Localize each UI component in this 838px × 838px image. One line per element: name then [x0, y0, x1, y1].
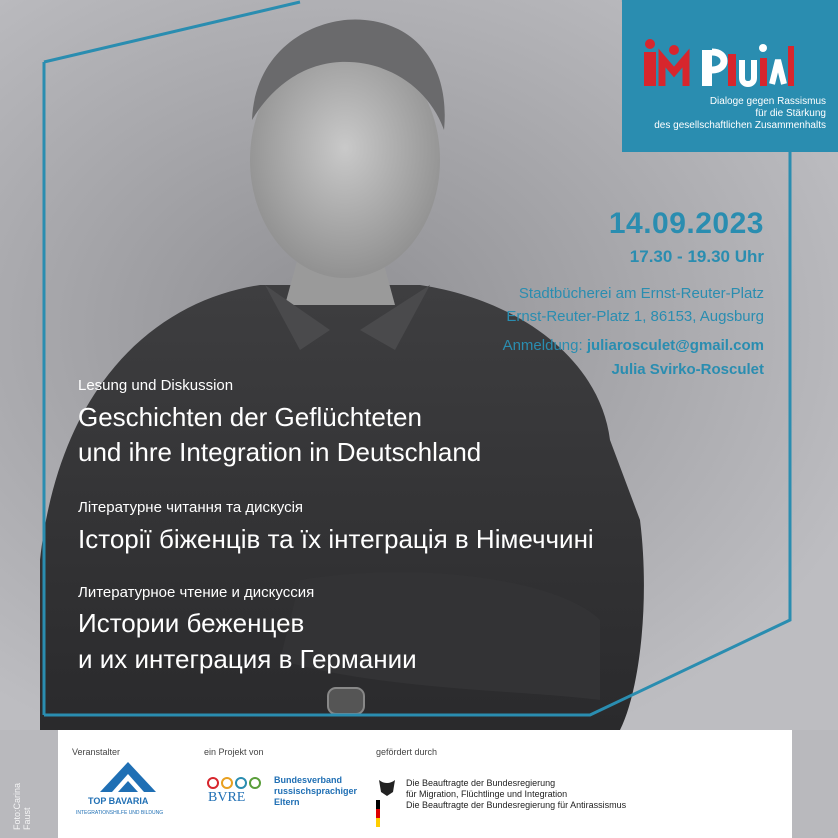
organizer-sub: INTEGRATIONSHILFE UND BILDUNG: [76, 810, 164, 816]
project-name: [274, 775, 357, 808]
venue-address: Ernst-Reuter-Platz 1, 86153, Augsburg: [506, 308, 764, 325]
event-time: 17.30 - 19.30 Uhr: [629, 247, 764, 266]
funder-line-3: Die Beauftragte der Bundesregierung für Antirassismus: [406, 800, 627, 810]
project-name-line-3: Eltern: [274, 797, 300, 807]
project-label: ein Projekt von: [204, 747, 264, 757]
de-subtitle: Lesung und Diskussion: [78, 377, 234, 394]
project-name-line-1: Bundesverband: [274, 775, 343, 785]
registration-email[interactable]: juliarosculet@gmail.com: [586, 337, 764, 354]
top-bavaria-logo-icon: [98, 760, 158, 794]
sponsor-strip: [58, 730, 792, 838]
tagline-line-2: für die Stärkung: [755, 108, 826, 119]
registration: [503, 337, 764, 354]
event-date: 14.09.2023: [608, 207, 764, 240]
photo-credit: Foto:Carina Faust: [12, 782, 32, 830]
de-title-line-1: Geschichten der Geflüchteten: [78, 402, 422, 432]
uk-title: Історії біженців та їх інтеграція в Німеччині: [78, 524, 594, 554]
ru-subtitle: Литературное чтение и дискуссия: [78, 584, 315, 601]
inplural-logo: [644, 38, 794, 90]
logo-tagline: [626, 96, 826, 132]
ru-title-line-1: Истории беженцев: [78, 608, 305, 638]
ru-title-line-2: и их интеграция в Германии: [78, 644, 417, 674]
federal-eagle-flag-icon: [376, 778, 398, 828]
de-title-line-2: und ihre Integration in Deutschland: [78, 437, 482, 467]
registration-label: Anmeldung:: [502, 337, 583, 354]
inplural-logo-box: [622, 0, 838, 152]
organizer-name: TOP BAVARIA: [88, 796, 149, 806]
contact-name: Julia Svirko-Rosculet: [611, 361, 764, 378]
tagline-line-1: Dialoge gegen Rassismus: [709, 96, 826, 107]
uk-subtitle: Літературне читання та дискусія: [78, 499, 304, 516]
venue-name: Stadtbücherei am Ernst-Reuter-Platz: [518, 285, 764, 302]
funder-line-2: für Migration, Flüchtlinge und Integration: [406, 789, 568, 799]
funder-line-1: Die Beauftragte der Bundesregierung: [406, 778, 556, 788]
funded-label: gefördert durch: [376, 747, 438, 757]
project-name-line-2: russischsprachiger: [274, 786, 358, 796]
project-abbr: BVRE: [208, 790, 246, 805]
organizer-label: Veranstalter: [72, 747, 121, 757]
tagline-line-3: des gesellschaftlichen Zusammenhalts: [654, 120, 826, 131]
funder: [406, 778, 626, 811]
bvre-circles-icon: [206, 776, 262, 790]
